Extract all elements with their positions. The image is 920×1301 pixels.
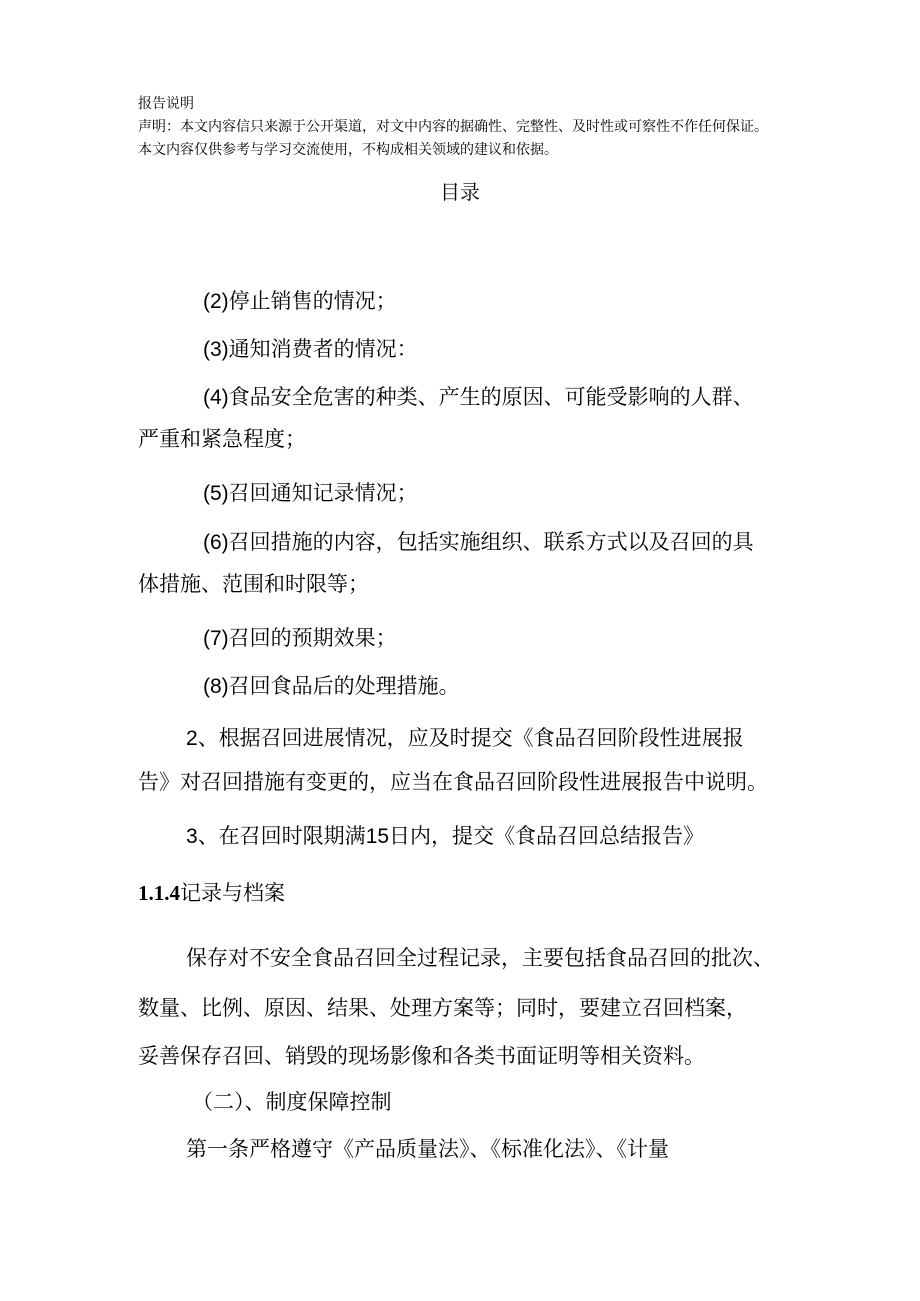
paragraph-number: 3 <box>186 825 198 848</box>
list-item-number: (5) <box>203 482 229 505</box>
list-item <box>203 478 418 509</box>
list-item-text: 召回食品后的处理措施。 <box>228 674 460 698</box>
list-item-text: 停止销售的情况； <box>228 289 397 313</box>
list-item-number: (7) <box>203 627 229 650</box>
paragraph-text: 、在召回时限期满 <box>197 824 366 848</box>
list-item <box>203 671 460 702</box>
section-heading <box>138 878 285 908</box>
list-item-text: 召回的预期效果； <box>228 626 397 650</box>
list-item-number: (8) <box>203 675 229 698</box>
list-item-number: (2) <box>203 290 229 313</box>
list-item-text: 通知消费者的情况： <box>228 337 418 361</box>
declaration-text: 声明：本文内容信只来源于公开渠道，对文中内容的据确性、完整性、及时性或可察性不作任何保证。 <box>138 119 768 135</box>
paragraph-text: 、根据召回进展情况，应及时提交《食品召回阶段性进展报 <box>197 726 744 750</box>
list-item-number: (6) <box>203 531 229 554</box>
report-note-title: 报告说明 <box>138 96 194 112</box>
list-item <box>203 623 397 654</box>
record-paragraph-line: 数量、比例、原因、结果、处理方案等；同时，要建立召回档案， <box>138 996 747 1020</box>
paragraph-text: 日内，提交《食品召回总结报告》 <box>389 824 705 848</box>
list-item-number: (4) <box>203 386 229 409</box>
paragraph-continuation: 告》对召回措施有变更的，应当在食品召回阶段性进展报告中说明。 <box>138 770 768 794</box>
record-paragraph-line: 妥善保存召回、销毁的现场影像和各类书面证明等相关资料。 <box>138 1044 705 1068</box>
list-item-text: 召回通知记录情况； <box>228 481 418 505</box>
paragraph <box>186 821 704 852</box>
usage-text: 本文内容仅供参考与学习交流使用，不构成相关领域的建议和依据。 <box>138 142 558 158</box>
record-paragraph-line: 保存对不安全食品召回全过程记录，主要包括食品召回的批次、 <box>186 946 774 970</box>
list-item-continuation: 体措施、范围和时限等； <box>138 572 369 596</box>
list-item-text: 食品安全危害的种类、产生的原因、可能受影响的人群、 <box>228 385 754 409</box>
list-item <box>203 334 418 365</box>
list-item-number: (3) <box>203 338 229 361</box>
days-number: 15 <box>365 825 390 848</box>
list-item <box>203 382 754 413</box>
paragraph-number: 2 <box>186 727 198 750</box>
section-title: 记录与档案 <box>180 881 285 905</box>
list-item <box>203 527 754 558</box>
subsection-heading: （二）、制度保障控制 <box>192 1090 392 1114</box>
section-number: 1.1.4 <box>138 881 180 905</box>
toc-title: 目录 <box>440 180 480 204</box>
list-item-continuation: 严重和紧急程度； <box>138 427 306 451</box>
list-item <box>203 286 397 317</box>
paragraph <box>186 723 744 754</box>
list-item-text: 召回措施的内容，包括实施组织、联系方式以及召回的具 <box>228 530 754 554</box>
article-text: 第一条严格遵守《产品质量法》、《标准化法》、《计量 <box>186 1137 669 1161</box>
